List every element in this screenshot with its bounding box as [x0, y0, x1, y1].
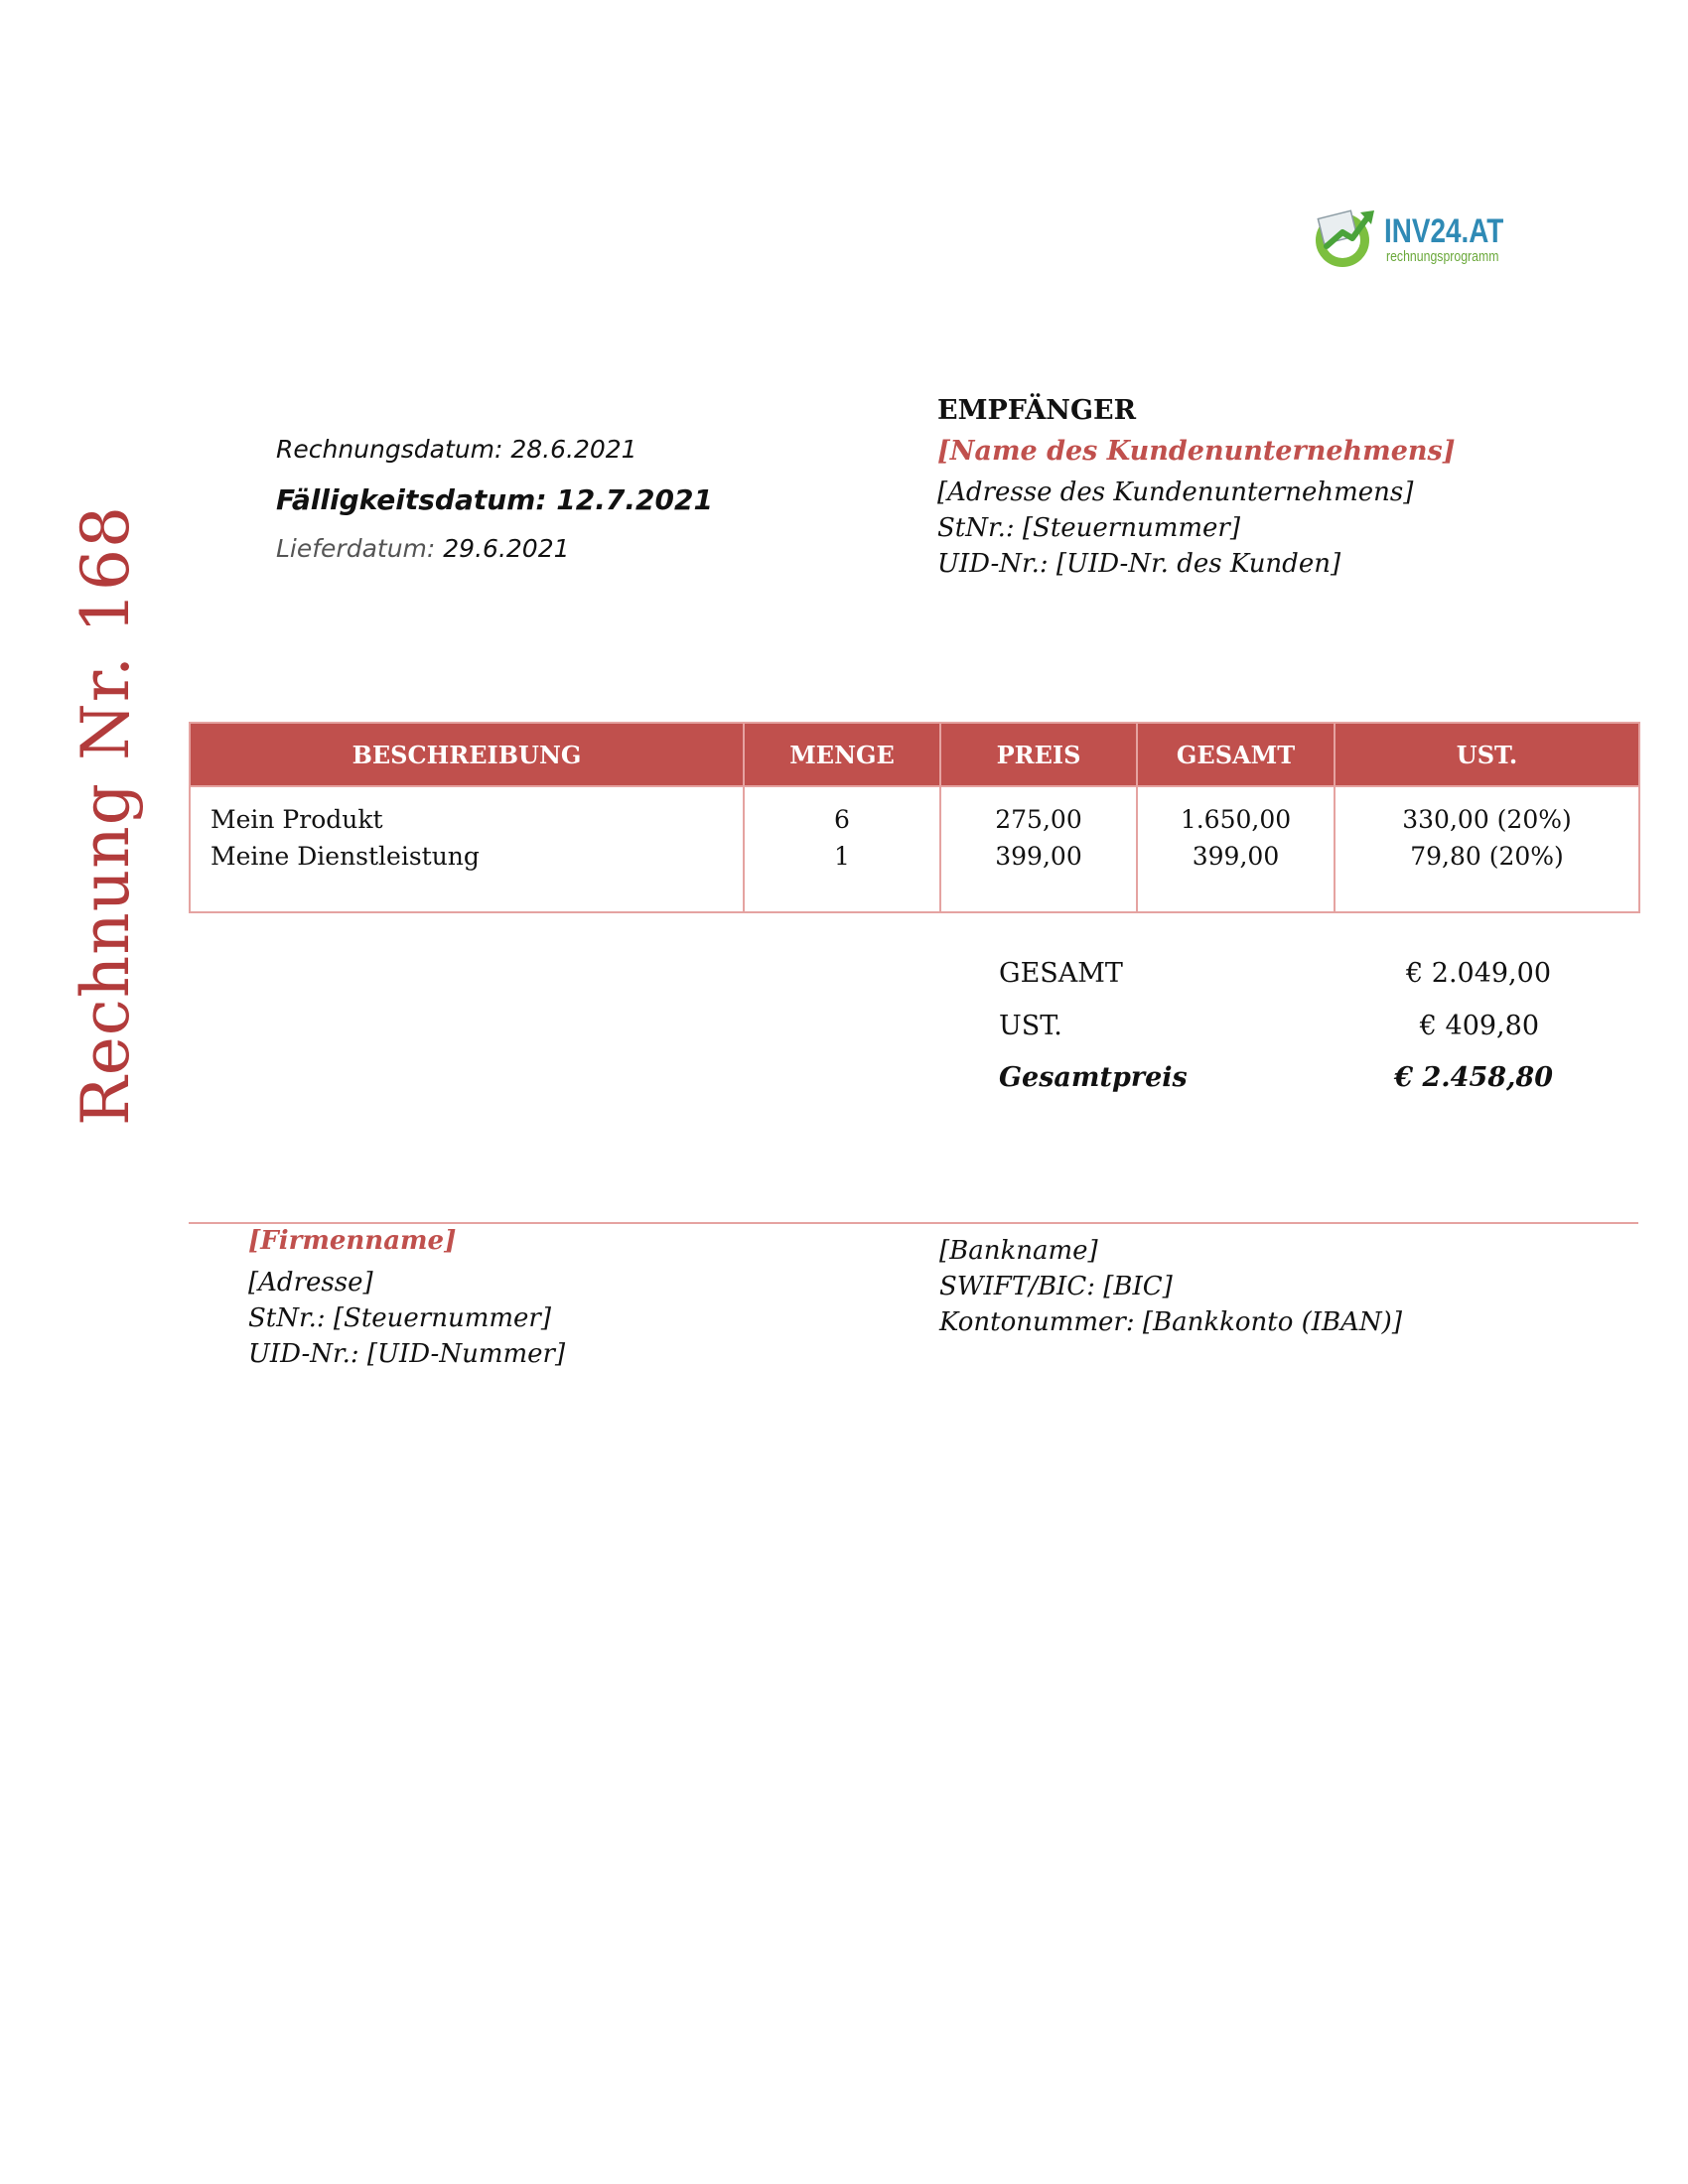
- subtotal-value: € 2.049,00: [1406, 958, 1551, 989]
- row-price: 275,00: [995, 805, 1082, 834]
- row-total: 399,00: [1192, 842, 1280, 871]
- row-price: 399,00: [995, 842, 1082, 871]
- vat-cell: [1335, 786, 1639, 912]
- row-vat: 79,80 (20%): [1410, 842, 1564, 871]
- logo-brand: INV24.AT: [1384, 212, 1504, 250]
- header-vat: UST.: [1335, 723, 1639, 786]
- header-quantity: MENGE: [744, 723, 940, 786]
- bank-account: Kontonummer: [Bankkonto (IBAN)]: [939, 1307, 1402, 1337]
- total-cell: [1137, 786, 1335, 912]
- row-description: Meine Dienstleistung: [211, 842, 480, 871]
- invoice-date-label: Rechnungsdatum:: [276, 435, 503, 464]
- company-address: [Adresse]: [248, 1268, 373, 1297]
- due-date: [276, 483, 713, 516]
- description-cell: [190, 786, 744, 912]
- recipient-address: [Adresse des Kundenunternehmens]: [937, 478, 1414, 507]
- row-description: Mein Produkt: [211, 805, 383, 834]
- bank-name: [Bankname]: [939, 1236, 1098, 1266]
- delivery-date-label: Lieferdatum:: [276, 534, 436, 563]
- logo-icon: [1309, 203, 1380, 268]
- invoice-title: Rechnung Nr. 168: [68, 505, 144, 1126]
- table-header-row: [190, 723, 1639, 786]
- header-description: BESCHREIBUNG: [190, 723, 744, 786]
- recipient-heading: EMPFÄNGER: [937, 395, 1137, 426]
- header-price: PREIS: [940, 723, 1137, 786]
- invoice-date: [276, 435, 637, 464]
- items-table: [189, 722, 1640, 913]
- company-tax-no: StNr.: [Steuernummer]: [248, 1303, 551, 1333]
- grand-total-label: Gesamtpreis: [999, 1062, 1188, 1093]
- row-quantity: 1: [834, 842, 850, 871]
- recipient-block: [937, 395, 1456, 582]
- quantity-cell: [744, 786, 940, 912]
- delivery-date-value: 29.6.2021: [443, 534, 570, 563]
- recipient-vat-id: UID-Nr.: [UID-Nr. des Kunden]: [937, 549, 1341, 579]
- due-date-value: 12.7.2021: [556, 483, 713, 516]
- vat-total-label: UST.: [999, 1011, 1062, 1041]
- table-row: [190, 786, 1639, 912]
- logo-tagline: rechnungsprogramm: [1386, 248, 1499, 265]
- company-logo: [1309, 197, 1507, 276]
- company-info: [248, 1223, 565, 1372]
- grand-total-value: € 2.458,80: [1394, 1062, 1553, 1093]
- vat-total-value: € 409,80: [1419, 1011, 1539, 1041]
- subtotal-label: GESAMT: [999, 958, 1123, 989]
- row-vat: 330,00 (20%): [1402, 805, 1572, 834]
- row-quantity: 6: [834, 805, 850, 834]
- recipient-tax-no: StNr.: [Steuernummer]: [937, 513, 1240, 543]
- invoice-date-value: 28.6.2021: [510, 435, 637, 464]
- company-name: [Firmenname]: [248, 1226, 457, 1256]
- bank-info: [939, 1233, 1402, 1340]
- company-vat-id: UID-Nr.: [UID-Nummer]: [248, 1339, 566, 1369]
- recipient-name: [Name des Kundenunternehmens]: [937, 436, 1456, 467]
- price-cell: [940, 786, 1137, 912]
- due-date-label: Fälligkeitsdatum:: [276, 483, 547, 516]
- row-total: 1.650,00: [1180, 805, 1292, 834]
- header-total: GESAMT: [1137, 723, 1335, 786]
- delivery-date: [276, 534, 570, 563]
- bank-swift: SWIFT/BIC: [BIC]: [939, 1272, 1173, 1301]
